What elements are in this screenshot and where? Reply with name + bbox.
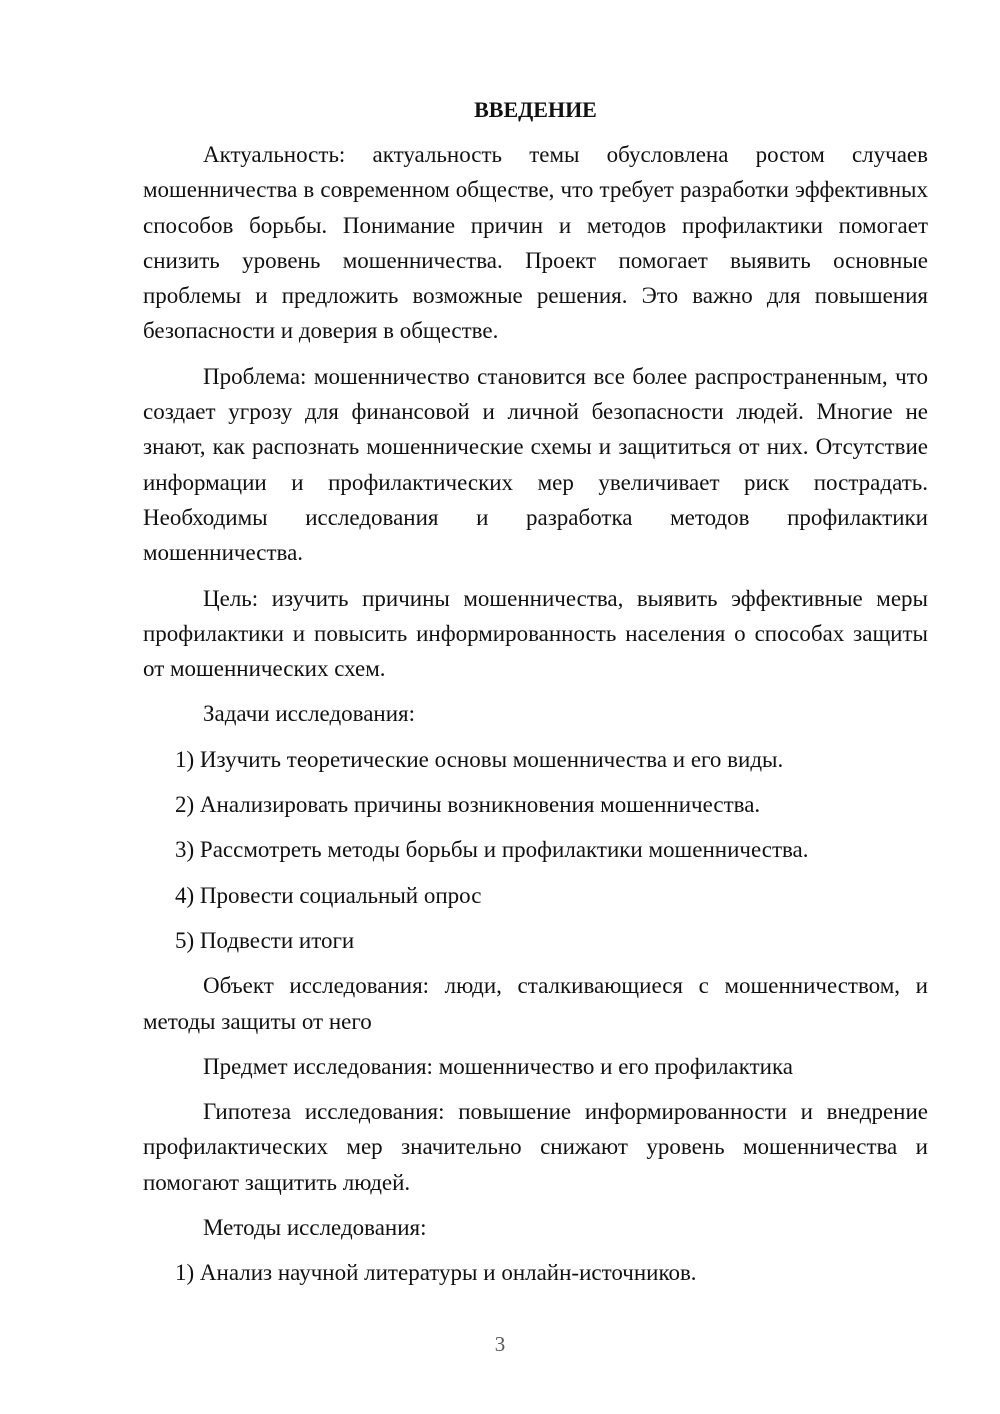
- list-item: 4) Провести социальный опрос: [175, 882, 482, 908]
- page-number: 3: [494, 1332, 506, 1356]
- tasks-heading: Задачи исследования:: [203, 701, 416, 727]
- object-paragraph: Объект исследования: люди, сталкивающиеся с мошенничеством, и методы защиты от него: [143, 973, 928, 1034]
- document-page: [143, 92, 928, 1301]
- page-title: ВВЕДЕНИЕ: [474, 97, 597, 122]
- methods-heading: Методы исследования:: [203, 1215, 427, 1241]
- subject-paragraph: Предмет исследования: мошенничество и его профилактика: [203, 1053, 794, 1079]
- problem-paragraph: Проблема: мошенничество становится все более распространенным, что создает угрозу для финансовой и личной безопасности людей. Многие не знают, как распознать мошеннические схемы и защититься от них. Отсутствие информации и профилактических мер увеличивает риск пострадать. Необходимы исследования и разработка методов профилактики мошенничества.: [143, 363, 928, 566]
- tasks-list: [143, 742, 928, 958]
- list-item: 5) Подвести итоги: [175, 927, 355, 953]
- list-item: 2) Анализировать причины возникновения мошенничества.: [175, 792, 761, 818]
- list-item: 1) Изучить теоретические основы мошенничества и его виды.: [175, 746, 784, 772]
- list-item: 1) Анализ научной литературы и онлайн-источников.: [175, 1260, 697, 1286]
- hypothesis-paragraph: Гипотеза исследования: повышение информированности и внедрение профилактических мер значительно снижают уровень мошенничества и помогают защитить людей.: [143, 1099, 928, 1195]
- list-item: 3) Рассмотреть методы борьбы и профилактики мошенничества.: [175, 837, 809, 863]
- relevance-paragraph: Актуальность: актуальность темы обусловлена ростом случаев мошенничества в современном обществе, что требует разработки эффективных способов борьбы. Понимание причин и методов профилактики помогает снизить уровень мошенничества. Проект помогает выявить основные проблемы и предложить возможные решения. Это важно для повышения безопасности и доверия в обществе.: [143, 142, 928, 344]
- goal-paragraph: Цель: изучить причины мошенничества, выявить эффективные меры профилактики и повысить информированность населения о способах защиты от мошеннических схем.: [143, 585, 928, 682]
- methods-list: [143, 1255, 928, 1290]
